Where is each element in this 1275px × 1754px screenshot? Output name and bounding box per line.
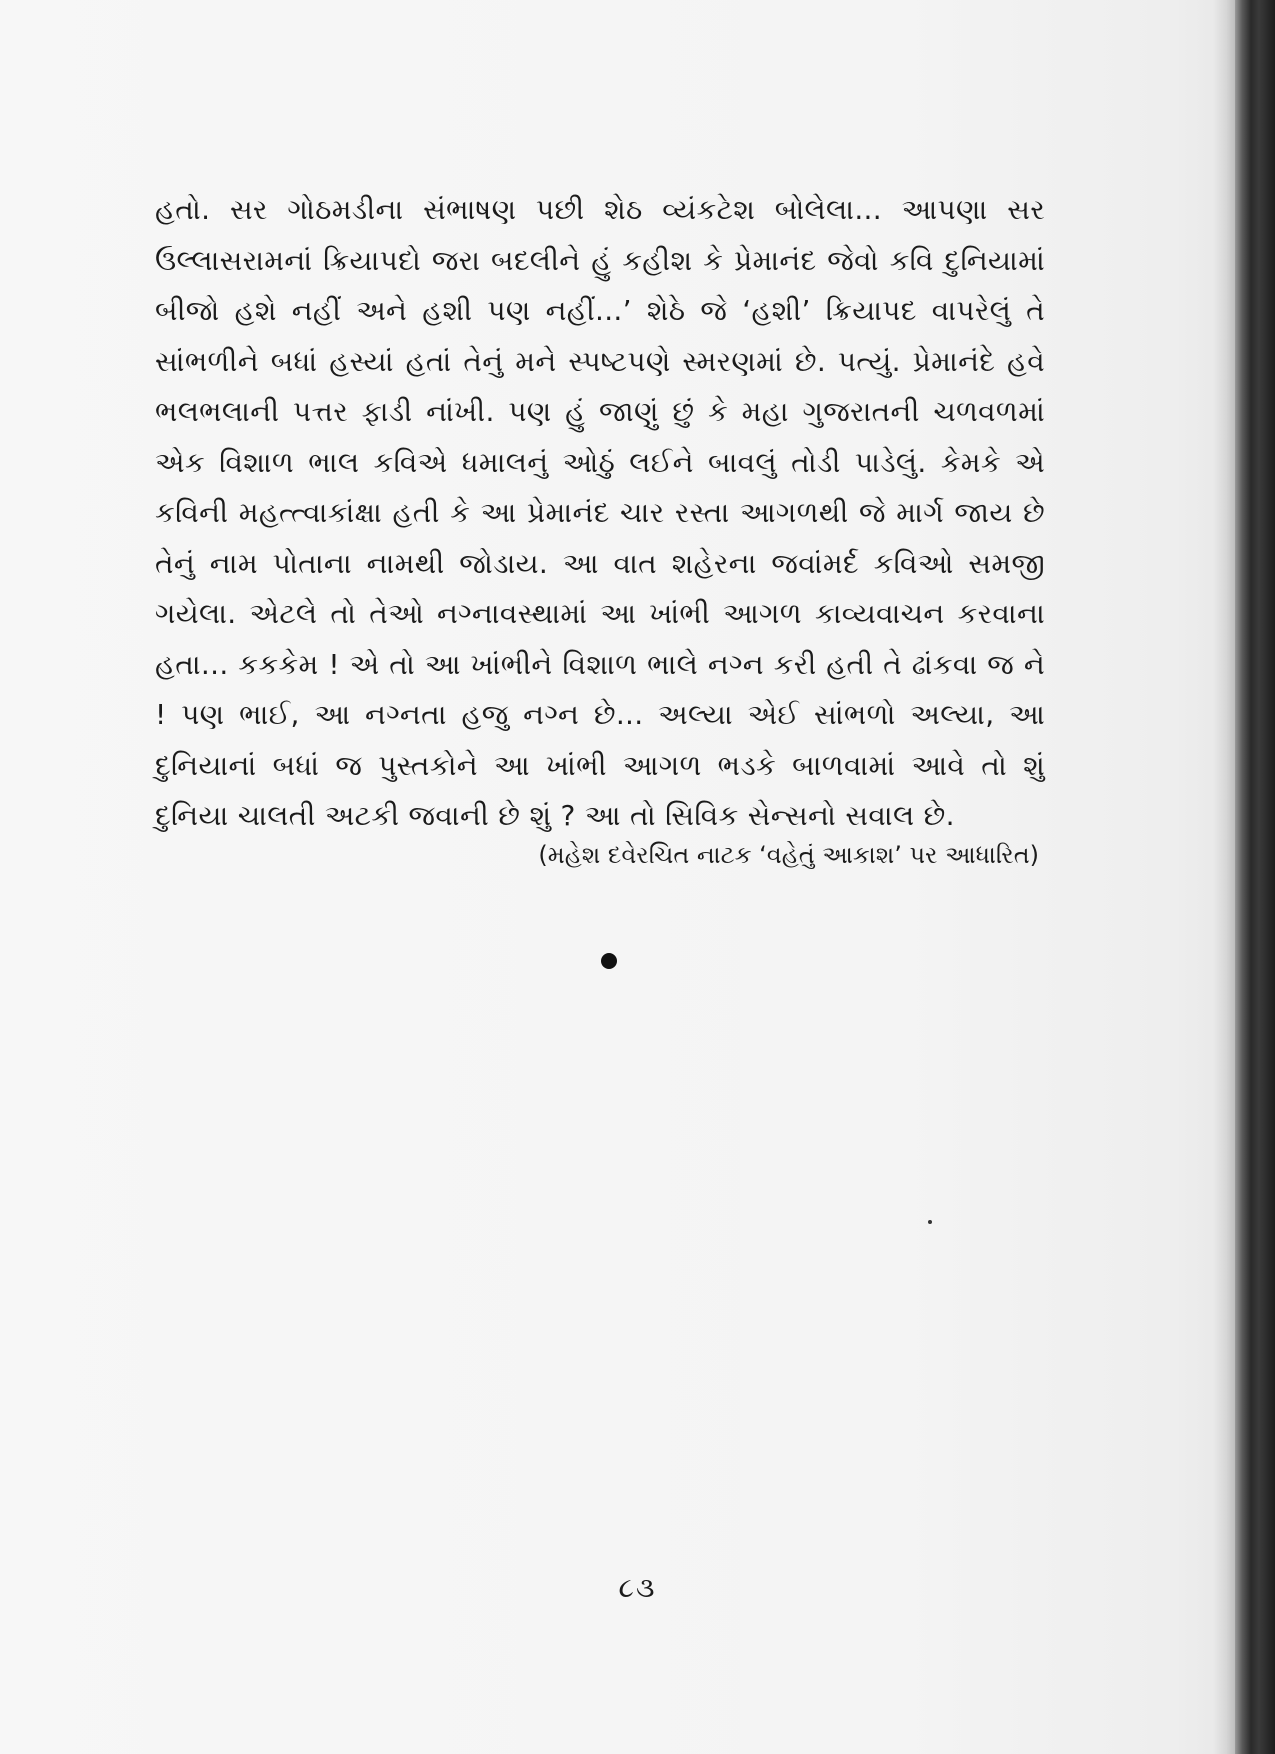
page-speck — [928, 1220, 932, 1224]
page-number: ૮૩ — [618, 1571, 657, 1604]
source-attribution: (મહેશ દવેરચિત નાટક ‘વહેતું આકાશ’ પર આધારિત) — [538, 841, 1039, 869]
body-paragraph: હતો. સર ગોઠમડીના સંભાષણ પછી શેઠ વ્યંકટેશ બોલેલા... આપણા સર ઉલ્લાસરામનાં ક્રિયાપદો જરા બદલીને હું કહીશ કે પ્રેમાનંદ જેવો કવિ દુનિયામાં બીજો હશે નહીં અને હશી પણ નહીં...’ શેઠે જે ‘હશી’ ક્રિયાપદ વાપરેલું તે સાંભળીને બધાં હસ્યાં હતાં તેનું મને સ્પષ્ટપણે સ્મરણમાં છે. પત્યું. પ્રેમાનંદે હવે ભલભલાની પત્તર ફાડી નાંખી. પણ હું જાણું છું કે મહા ગુજરાતની ચળવળમાં એક વિશાળ ભાલ કવિએ ધમાલનું ઓઠું લઈને બાવલું તોડી પાડેલું. કેમકે એ કવિની મહત્ત્વાકાંક્ષા હતી કે આ પ્રેમાનંદ ચાર રસ્તા આગળથી જે માર્ગ જાય છે તેનું નામ પોતાના નામથી જોડાય. આ વાત શહેરના જવાંમર્દ કવિઓ સમજી ગયેલા. એટલે તો તેઓ નગ્નાવસ્થામાં આ ખાંભી આગળ કાવ્યવાચન કરવાના હતા... કકકેમ ! એ તો આ ખાંભીને વિશાળ ભાલે નગ્ન કરી હતી તે ઢાંકવા જ ને ! પણ ભાઈ, આ નગ્નતા હજુ નગ્ન છે... અલ્યા એઈ સાંભળો અલ્યા, આ દુનિયાનાં બધાં જ પુસ્તકોને આ ખાંભી આગળ ભડકે બાળવામાં આવે તો શું દુનિયા ચાલતી અટકી જવાની છે શું ? આ તો સિવિક સેન્સનો સવાલ છે. — [155, 193, 1045, 832]
book-spine-edge — [1235, 0, 1275, 1754]
section-separator-dot — [601, 953, 617, 969]
page-edge-shadow — [1213, 0, 1235, 1754]
